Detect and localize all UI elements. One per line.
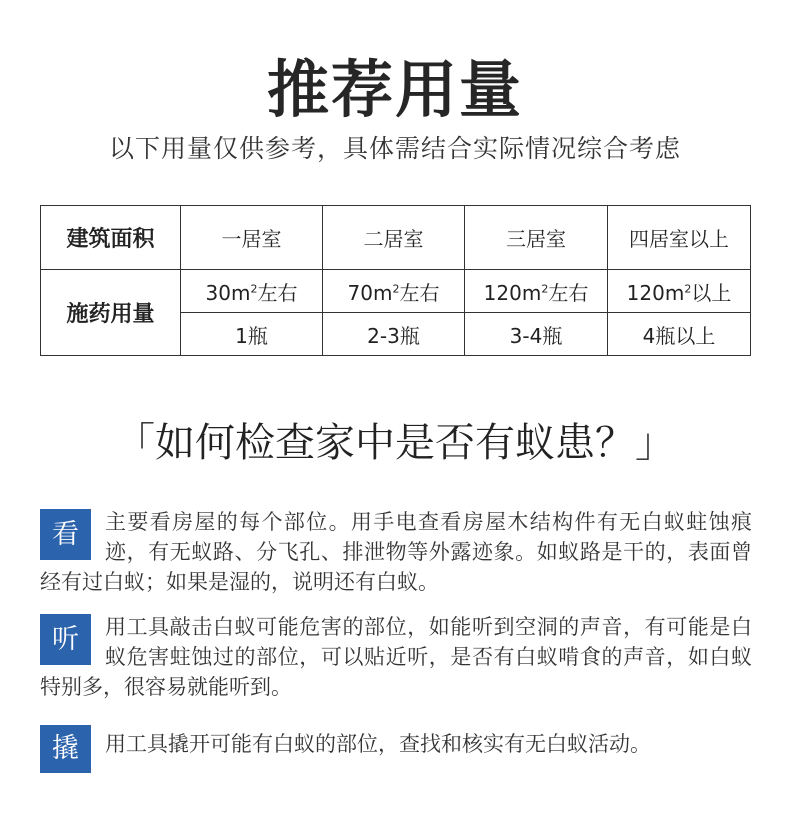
tip-listen (40, 612, 752, 702)
area-cell: $120m^2$左右 (465, 270, 608, 313)
tip-text-listen: 用工具敲击白蚁可能危害的部位，如能听到空洞的声音，有可能是白蚁危害蛀蚀过的部位，可以贴近听，是否有白蚁啃食的声音，如白蚁特别多，很容易就能听到。 (40, 615, 752, 699)
bottle-count-cell: 1瓶 (181, 313, 323, 356)
tip-badge-listen: 听 (40, 614, 91, 665)
dosage-table (40, 205, 751, 356)
room-type-cell: 三居室 (465, 206, 608, 270)
tip-pry (40, 729, 752, 773)
tip-badge-pry: 撬 (40, 725, 91, 773)
usage-row-header: 施药用量 (41, 270, 181, 356)
area-cell: $120m^2$以上 (608, 270, 751, 313)
room-type-cell: 一居室 (181, 206, 323, 270)
tip-text-pry: 用工具撬开可能有白蚁的部位，查找和核实有无白蚁活动。 (105, 732, 651, 756)
inspection-heading: 「如何检查家中是否有蚁患？」 (115, 420, 675, 466)
room-type-cell: 二居室 (323, 206, 465, 270)
page-title: 推荐用量 (266, 53, 523, 126)
table-row (41, 270, 751, 313)
area-cell: $70m^2$左右 (323, 270, 465, 313)
tip-look (40, 507, 752, 597)
bottle-count-cell: 2-3瓶 (323, 313, 465, 356)
tip-badge-look: 看 (40, 509, 91, 560)
bottle-count-cell: 3-4瓶 (465, 313, 608, 356)
bottle-count-cell: 4瓶以上 (608, 313, 751, 356)
tip-text-look: 主要看房屋的每个部位。用手电查看房屋木结构件有无白蚁蛀蚀痕迹，有无蚁路、分飞孔、排泄物等外露迹象。如蚁路是干的，表面曾经有过白蚁；如果是湿的，说明还有白蚁。 (40, 510, 752, 594)
room-type-cell: 四居室以上 (608, 206, 751, 270)
table-row (41, 206, 751, 270)
page-subtitle: 以下用量仅供参考，具体需结合实际情况综合考虑 (108, 134, 681, 163)
area-cell: $30m^2$左右 (181, 270, 323, 313)
area-row-header: 建筑面积 (41, 206, 181, 270)
